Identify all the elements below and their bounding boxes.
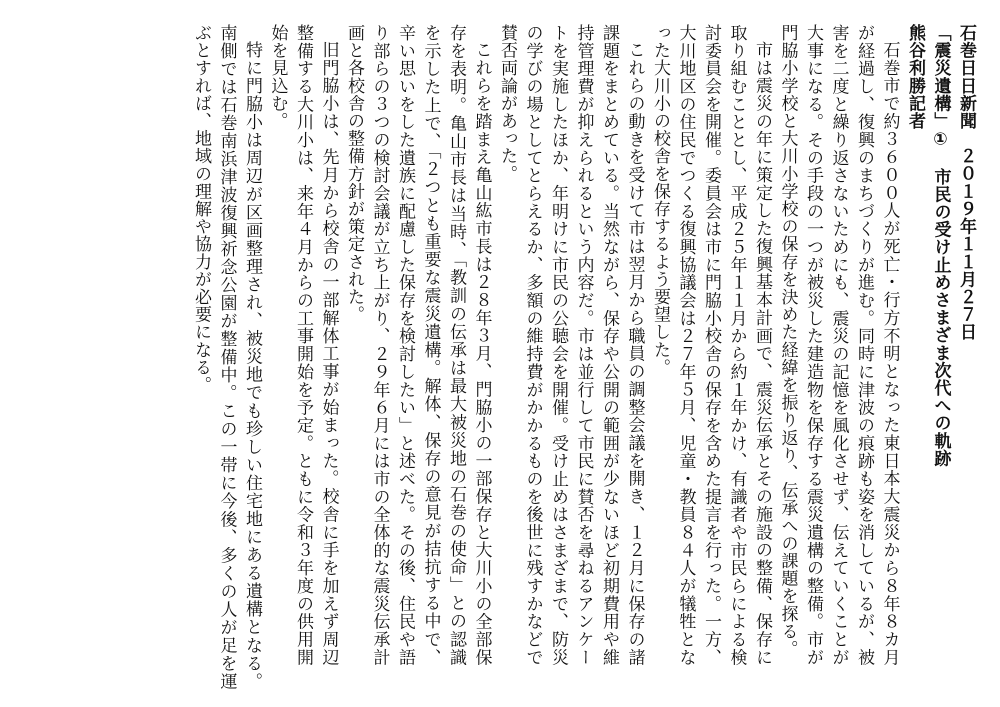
article-body: [188, 24, 979, 690]
paragraph-3: これらの動きを受けて市は翌月から職員の調整会議を開き、１２月に保存の諸課題をまとめている。当然ながら、保存や公開の範囲が少ないほど初期費用や維持管理費が抑えられるという内容だ。市は並行して市民に賛否を尋ねるアンケートを実施したほか、年明けに市民の公聴会を開催。受け止めはさまざまで、防災の学びの場としてとらえるか、多額の維持費がかかるものを後世に残すかなどで賛否両論があった。: [497, 24, 645, 666]
paragraph-5: 旧門脇小は、先月から校舎の一部解体工事が始まった。校舎に手を加えず周辺整備する大川小は、来年４月からの工事開始を予定。ともに令和３年度の供用開始を見込む。: [267, 24, 339, 666]
paragraph-1: 石巻市で約３６００人が死亡・行方不明となった東日本大震災から８年８カ月が経過し、復興のまちづくりが進む。同時に津波の痕跡も姿を消しているが、被害を二度と繰り返さないためにも、震災の記憶を風化させず、伝えていくことが大事になる。その手段の一つが被災した建造物を保存する震災遺構の整備。市が門脇小学校と大川小学校の保存を決めた経緯を振り返り、伝承への課題を探る。: [777, 24, 900, 666]
paragraph-2: 市は震災の年に策定した復興基本計画で、震災伝承とその施設の整備、保存に取り組むこととし、平成２５年１１月から約１年かけ、有識者や市民らによる検討委員会を開催。委員会は市に門脇小校舎の保存を含めた提言を行った。一方、大川地区の住民でつくる復興協議会は２７年５月、児童・教員８４人が犠牲となった大川小の校舎を保存するよう要望した。: [650, 24, 772, 666]
byline: 熊谷利勝記者: [905, 24, 925, 130]
article-title: 「震災遺構」① 市民の受け止めさまざま次代への軌跡: [930, 24, 951, 467]
paragraph-4: これらを踏まえ亀山紘市長は２８年３月、門脇小の一部保存と大川小の全部保存を表明。亀山市長は当時、「教訓の伝承は最大被災地の石巻の使命」との認識を示した上で、「２つとも重要な震災遺構。解体、保存の意見が拮抗する中で、辛い思いをした遺族に配慮した保存を検討したい」と述べた。その後、住民や語り部らの３つの検討会議が立ち上がり、２９年６月には市の全体的な震災伝承計画と各校舎の整備方針が策定された。: [344, 24, 492, 666]
source-and-date: 石巻日日新聞 ２０１９年１１月２７日: [956, 24, 976, 341]
paragraph-6: 特に門脇小は周辺が区画整理され、被災地でも珍しい住宅地にある遺構となる。南側では石巻南浜津波復興祈念公園が整備中。この一帯に今後、多くの人が足を運ぶとすれば、地域の理解や協力が必要になる。: [191, 24, 262, 690]
